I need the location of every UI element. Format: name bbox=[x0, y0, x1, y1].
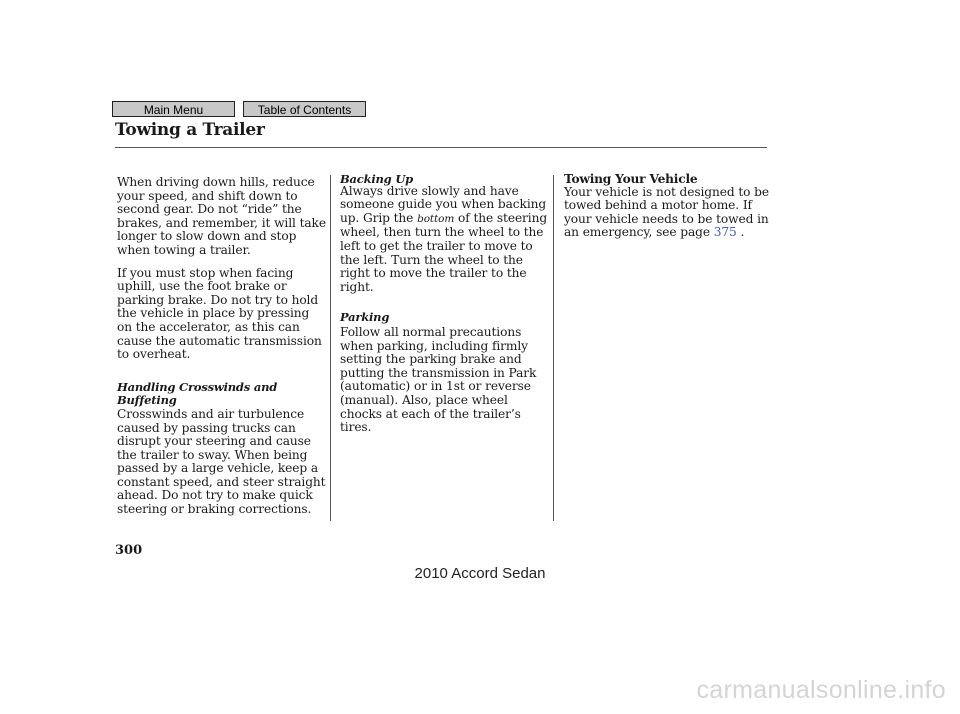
column-divider-2 bbox=[553, 175, 554, 521]
backing-up-emphasis: bottom bbox=[417, 212, 455, 225]
column-1 bbox=[117, 176, 327, 517]
page-title: Towing a Trailer bbox=[115, 120, 265, 140]
paragraph-downhill: When driving down hills, reduce your speed, and shift down to second gear. Do not “ride” the brakes, and remember, it will take longer to slow down and stop when towing a trailer. bbox=[117, 175, 326, 257]
paragraph-uphill: If you must stop when facing uphill, use the foot brake or parking brake. Do not try to hold the vehicle in place by pressing on the accelerator, as this can cause the automatic transmission to overheat. bbox=[117, 265, 322, 362]
heading-towing-your-vehicle: Towing Your Vehicle bbox=[564, 172, 698, 186]
paragraph-backing-up bbox=[340, 185, 550, 295]
backing-up-text-a: Always drive slowly and have someone guide you when backing up. Grip the bbox=[340, 183, 547, 225]
table-of-contents-button[interactable]: Table of Contents bbox=[243, 101, 366, 117]
page-number: 300 bbox=[115, 543, 143, 558]
towing-text-b: . bbox=[736, 225, 745, 240]
title-divider bbox=[115, 147, 767, 148]
towing-text-a: Your vehicle is not designed to be towed behind a motor home. If your vehicle needs to be towed in an emergency, see page bbox=[564, 184, 769, 240]
heading-backing-up: Backing Up bbox=[340, 172, 413, 186]
paragraph-parking: Follow all normal precautions when parking, including firmly setting the parking brake and putting the transmission in Park (automatic) or in 1st or reverse (manual). Also, place wheel chocks at each of the trailer’s tires. bbox=[340, 324, 537, 435]
backing-up-text-b: of the steering wheel, then turn the wheel to the left to get the trailer to move to the left. Turn the wheel to the right to move the trailer to the right. bbox=[340, 210, 548, 294]
column-divider-1 bbox=[330, 175, 331, 521]
column-3 bbox=[564, 172, 769, 240]
paragraph-towing-vehicle bbox=[564, 186, 769, 240]
column-2 bbox=[340, 172, 550, 435]
footer-title: 2010 Accord Sedan bbox=[414, 565, 546, 582]
heading-parking: Parking bbox=[340, 310, 390, 325]
watermark: carmanualsonline.info bbox=[696, 676, 946, 704]
paragraph-crosswinds: Crosswinds and air turbulence caused by passing trucks can disrupt your steering and cause the trailer to sway. When being passed by a large vehicle, keep a constant speed, and steer straight ahead. Do not try to make quick steering or braking corrections. bbox=[117, 406, 326, 517]
heading-crosswinds: Handling Crosswinds and Buffeting bbox=[117, 379, 278, 408]
page-375-link[interactable]: 375 bbox=[713, 225, 737, 240]
main-menu-button[interactable]: Main Menu bbox=[112, 101, 235, 117]
